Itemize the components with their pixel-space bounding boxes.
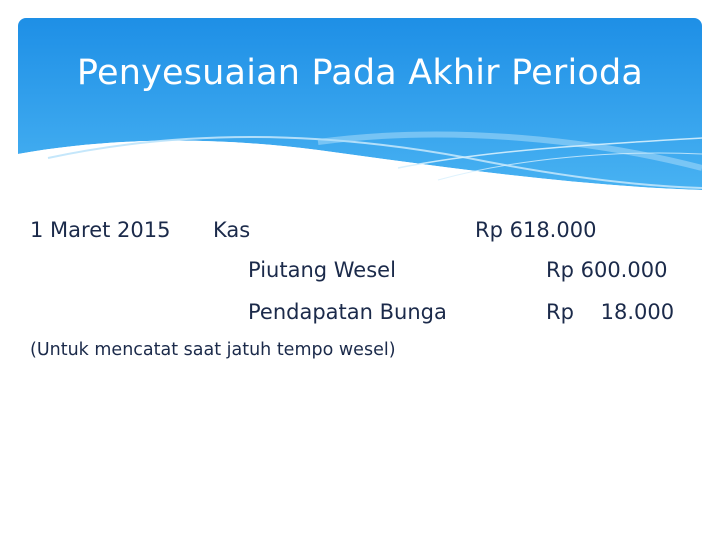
credit-account: Pendapatan Bunga: [248, 300, 447, 324]
journal-note: (Untuk mencatat saat jatuh tempo wesel): [30, 340, 396, 360]
journal-date: 1 Maret 2015: [30, 218, 171, 242]
slide-title: Penyesuaian Pada Akhir Perioda: [76, 53, 644, 93]
header-wave-background: [18, 18, 702, 193]
debit-account: Kas: [213, 218, 251, 242]
credit-amount: Rp 600.000: [546, 258, 668, 282]
credit-amount: Rp 18.000: [546, 300, 675, 324]
slide-header: [18, 18, 702, 193]
debit-amount: Rp 618.000: [475, 218, 597, 242]
credit-account: Piutang Wesel: [248, 258, 396, 282]
